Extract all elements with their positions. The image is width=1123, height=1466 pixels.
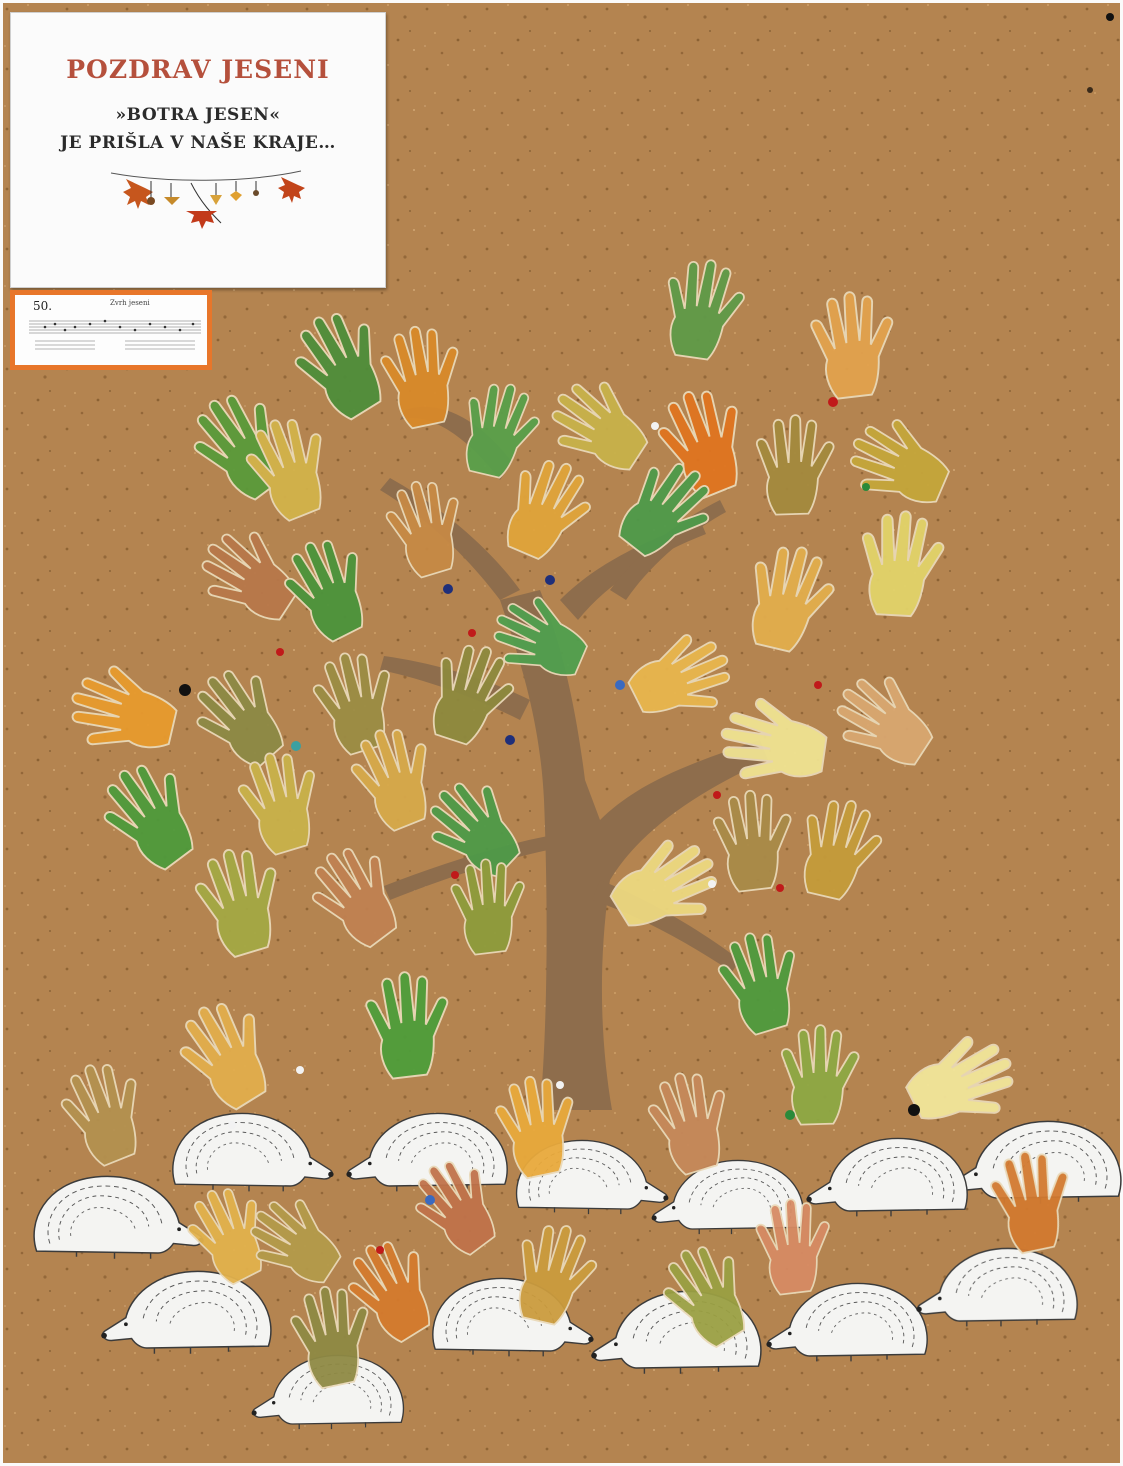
sign-title: POZDRAV JESENI	[66, 55, 330, 84]
music-staff	[15, 295, 207, 365]
song-number: 50.	[33, 299, 53, 313]
sign-text: JE PRIŠLA V NAŠE KRAJE…	[60, 133, 336, 153]
leaf-garland	[106, 161, 306, 231]
song-sheet	[10, 290, 212, 370]
song-title: Zvrh jeseni	[110, 299, 150, 307]
sign-subtitle: »BOTRA JESEN«	[115, 105, 281, 125]
title-sign	[10, 12, 386, 288]
song-sheet-paper	[15, 295, 207, 365]
